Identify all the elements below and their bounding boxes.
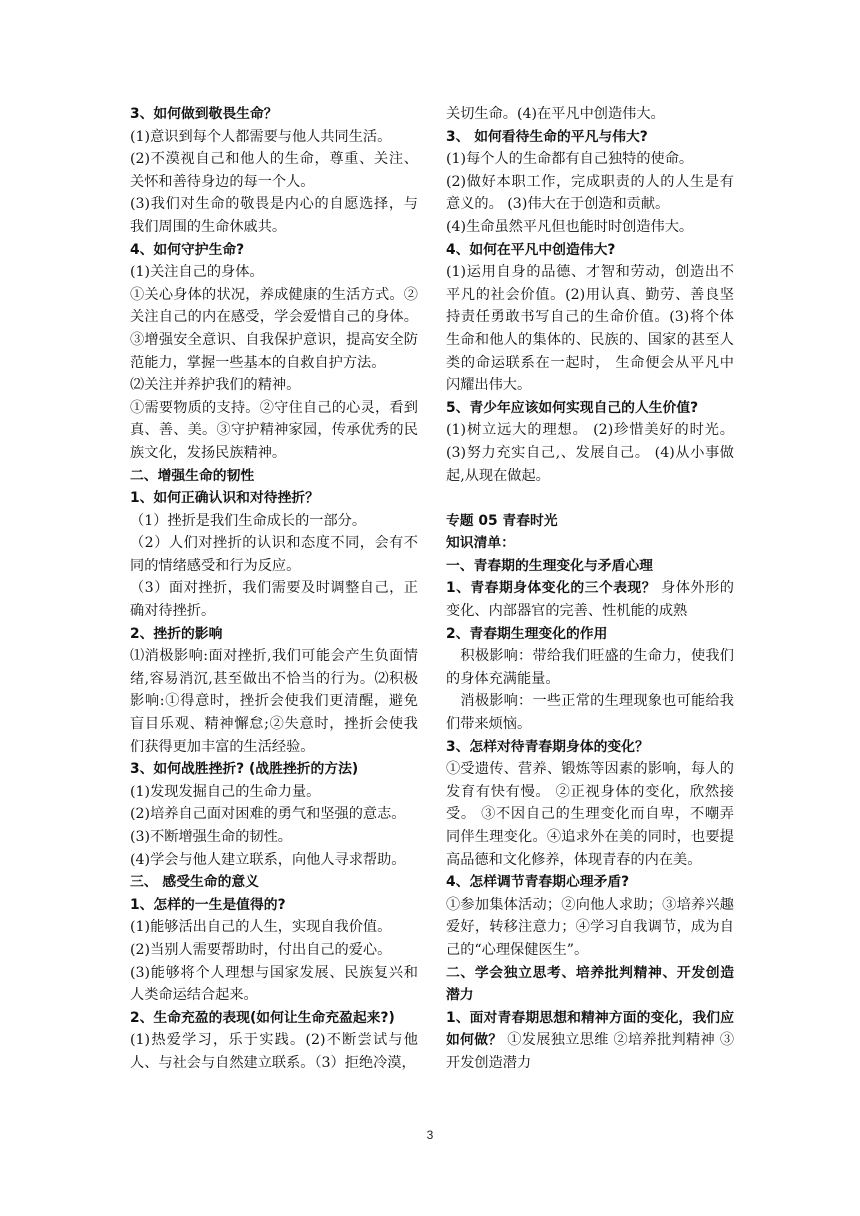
left-paragraph: (3)不断增强生命的韧性。 [130,829,292,845]
right-heading-text: 1、青春期身体变化的三个表现？ [446,580,657,597]
right-paragraph: ①参加集体活动；②向他人求助；③培养兴趣爱好，转移注意力；④学习自我调节，成为自己的“心理保健医生”。 [446,896,734,958]
left-heading [130,1007,418,1030]
left-paragraph: （1）挫折是我们生命成长的一部分。 [130,512,367,529]
right-heading [446,736,734,759]
right-heading-text: 1、面对青春期思想和精神方面的变化，我们应如何做？ [446,1009,734,1049]
right-heading-text: 3、怎样对待青春期身体的变化？ [446,738,649,755]
left-paragraph: (1)意识到每个人都需要与他人共同生活。 [130,128,392,145]
left-heading-text: 3、如何战胜挫折? (战胜挫折的方法) [130,761,359,778]
left-heading-text: 二、增强生命的韧性 [130,467,255,484]
left-heading-text: 1、如何正确认识和对待挫折？ [130,490,319,507]
right-heading [446,962,734,1007]
right-column [446,103,734,1075]
left-heading-text: 4、如何守护生命? [130,241,245,258]
right-heading [446,532,734,555]
left-paragraph: ①关心身体的状况，养成健康的生活方式。②关注自己的内在感受，学会爱惜自己的身体。③增强安全意识、自我保护意识，提高安全防范能力，掌握一些基本的自救自护方法。 [130,286,418,371]
right-heading-text: 3、 如何看待生命的平凡与伟大? [446,128,648,145]
right-heading [446,126,734,149]
left-heading [130,623,418,646]
left-heading [130,239,418,262]
right-paragraph: 关切生命。(4)在平凡中创造伟大。 [446,106,665,122]
right-heading [446,239,734,262]
left-column [130,103,418,1075]
right-heading [446,577,734,622]
left-paragraph: (3)我们对生命的敬畏是内心的自愿选择，与我们周围的生命休戚共。 [130,196,418,235]
right-paragraph: (4)生命虽然平凡但也能时时创造伟大。 [446,218,694,235]
left-heading-text: 2、挫折的影响 [130,625,223,642]
left-paragraph: （3）面对挫折，我们需要及时调整自己，正确对待挫折。 [130,580,418,620]
left-paragraph: (2)培养自己面对困难的勇气和坚强的意志。 [130,806,406,823]
left-heading [130,103,418,126]
right-paragraph: (1)每个人的生命都有自己独特的使命。 [446,151,694,168]
right-heading [446,397,734,420]
right-heading [446,555,734,578]
page-number: 3 [426,1128,434,1142]
right-heading-text: 4、如何在平凡中创造伟大? [446,241,616,258]
right-heading-text: 专题 05 青春时光 [446,512,558,529]
right-heading-text: 知识清单： [446,535,515,552]
right-paragraph: 积极影响：带给我们旺盛的生命力，使我们的身体充满能量。 [446,648,734,687]
right-heading-answer: ①发展独立思维 ②培养批判精神 ③开发创造潜力 [446,1032,735,1071]
right-heading-text: 二、学会独立思考、培养批判精神、开发创造潜力 [446,964,734,1004]
right-paragraph: 消极影响：一些正常的生理现象也可能给我们带来烦恼。 [446,693,734,733]
left-paragraph: (1)关注自己的身体。 [130,264,264,281]
left-paragraph: (1)能够活出自己的人生，实现自我价值。 [130,919,392,936]
right-heading-text: 一、青春期的生理变化与矛盾心理 [446,557,653,574]
left-paragraph: (1)发现发掘自己的生命力量。 [130,783,321,800]
left-paragraph: (2)当别人需要帮助时，付出自己的爱心。 [130,941,392,958]
left-paragraph: ①需要物质的支持。②守住自己的心灵，看到真、善、美。③守护精神家园，传承优秀的民族文化，发扬民族精神。 [130,399,418,461]
left-paragraph: (1)热爱学习，乐于实践。(2)不断尝试与他人、与社会与自然建立联系。（3）拒绝冷漠， [130,1032,418,1071]
left-paragraph: (4)学会与他人建立联系，向他人寻求帮助。 [130,851,406,868]
right-heading-text: 2、青春期生理变化的作用 [446,625,608,642]
right-paragraph: (1)树立远大的理想。 (2)珍惜美好的时光。(3)努力充实自己,、发展自己。 (4)从小事做起,从现在做起。 [446,422,734,484]
left-heading-text: 3、如何做到敬畏生命？ [130,106,278,122]
left-paragraph: ⑴消极影响:面对挫折,我们可能会产生负面情绪,容易消沉,甚至做出不恰当的行为。⑵积极影响:①得意时，挫折会使我们更清醒，避免盲目乐观、精神懈怠;②失意时，挫折会使我们获得更加丰富的生活经验。 [130,648,418,755]
right-paragraph: (2)做好本职工作，完成职责的人的人生是有意义的。 (3)伟大在于创造和贡献。 [446,173,734,213]
left-heading [130,871,418,894]
left-paragraph: （2）人们对挫折的认识和态度不同，会有不同的情绪感受和行为反应。 [130,535,418,574]
right-heading [446,623,734,646]
right-heading-text: 5、青少年应该如何实现自己的人生价值? [446,399,699,416]
right-heading [446,1007,734,1075]
right-heading [446,510,734,533]
left-heading [130,758,418,781]
right-heading-answer: 身体外形的变化、内部器官的完善、性机能的成熟 [446,580,734,620]
left-heading [130,465,418,488]
left-paragraph: (2)不漠视自己和他人的生命，尊重、关注、关怀和善待身边的每一个人。 [130,151,418,190]
left-heading [130,487,418,510]
right-heading [446,871,734,894]
left-heading [130,894,418,917]
right-paragraph: ①受遗传、营养、锻炼等因素的影响，每人的发育有快有慢。 ②正视身体的变化，欣然接受。 ③不因自己的生理变化而自卑，不嘲弄同伴生理变化。④追求外在美的同时，也要提高品德和文化修养，体现青春的内在美。 [446,761,734,868]
left-heading-text: 2、生命充盈的表现(如何让生命充盈起来?) [130,1009,395,1026]
right-paragraph: (1)运用自身的品德、才智和劳动，创造出不平凡的社会价值。(2)用认真、勤劳、善良坚持责任勇敢书写自己的生命价值。(3)将个体生命和他人的集体的、民族的、国家的甚至人类的命运联系在一起时， 生命便会从平凡中闪耀出伟大。 [446,264,734,394]
left-paragraph: ⑵关注并养护我们的精神。 [130,377,301,394]
right-spacer [446,487,734,510]
left-heading-text: 1、怎样的一生是值得的? [130,896,286,913]
left-heading-text: 三、 感受生命的意义 [130,874,259,891]
right-heading-text: 4、怎样调节青春期心理矛盾? [446,874,630,891]
left-paragraph: (3)能够将个人理想与国家发展、民族复兴和人类命运结合起来。 [130,964,418,1004]
